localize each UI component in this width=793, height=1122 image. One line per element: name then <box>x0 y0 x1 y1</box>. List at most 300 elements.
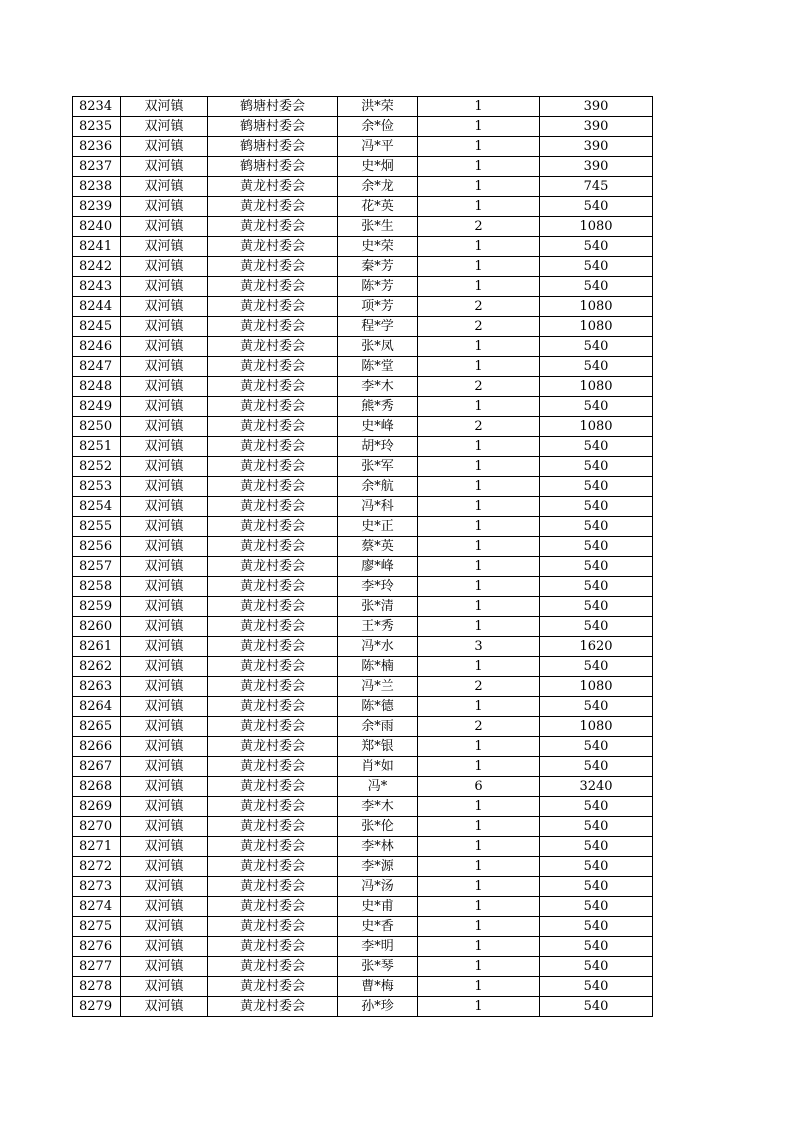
cell-person-name: 冯*汤 <box>338 877 418 897</box>
cell-person-name: 孙*珍 <box>338 997 418 1017</box>
cell-serial-number: 8249 <box>73 397 121 417</box>
cell-person-name: 余*龙 <box>338 177 418 197</box>
cell-town: 双河镇 <box>121 637 208 657</box>
cell-town: 双河镇 <box>121 437 208 457</box>
cell-person-name: 郑*银 <box>338 737 418 757</box>
cell-person-name: 张*清 <box>338 597 418 617</box>
cell-person-count: 1 <box>418 897 540 917</box>
cell-village-committee: 黄龙村委会 <box>208 937 338 957</box>
cell-person-count: 1 <box>418 977 540 997</box>
cell-town: 双河镇 <box>121 457 208 477</box>
cell-town: 双河镇 <box>121 937 208 957</box>
cell-person-name: 史*香 <box>338 917 418 937</box>
cell-amount: 540 <box>540 897 653 917</box>
cell-person-count: 1 <box>418 557 540 577</box>
cell-village-committee: 黄龙村委会 <box>208 297 338 317</box>
cell-town: 双河镇 <box>121 917 208 937</box>
cell-serial-number: 8236 <box>73 137 121 157</box>
cell-person-name: 李*玲 <box>338 577 418 597</box>
table-row <box>73 737 653 757</box>
cell-town: 双河镇 <box>121 597 208 617</box>
cell-serial-number: 8241 <box>73 237 121 257</box>
cell-person-count: 1 <box>418 97 540 117</box>
table-row <box>73 397 653 417</box>
cell-person-count: 1 <box>418 337 540 357</box>
cell-person-name: 陈*芳 <box>338 277 418 297</box>
cell-town: 双河镇 <box>121 217 208 237</box>
cell-amount: 540 <box>540 237 653 257</box>
cell-amount: 540 <box>540 537 653 557</box>
cell-person-count: 1 <box>418 197 540 217</box>
cell-person-name: 张*琴 <box>338 957 418 977</box>
table-row <box>73 317 653 337</box>
table-row <box>73 277 653 297</box>
cell-person-name: 余*雨 <box>338 717 418 737</box>
table-row <box>73 757 653 777</box>
cell-village-committee: 黄龙村委会 <box>208 437 338 457</box>
cell-town: 双河镇 <box>121 717 208 737</box>
cell-serial-number: 8243 <box>73 277 121 297</box>
cell-person-count: 1 <box>418 277 540 297</box>
table-row <box>73 577 653 597</box>
cell-village-committee: 黄龙村委会 <box>208 377 338 397</box>
cell-village-committee: 黄龙村委会 <box>208 657 338 677</box>
table-row <box>73 117 653 137</box>
cell-person-count: 1 <box>418 517 540 537</box>
cell-person-name: 冯*平 <box>338 137 418 157</box>
cell-amount: 745 <box>540 177 653 197</box>
cell-person-count: 1 <box>418 257 540 277</box>
cell-serial-number: 8275 <box>73 917 121 937</box>
cell-person-name: 廖*峰 <box>338 557 418 577</box>
cell-amount: 540 <box>540 357 653 377</box>
cell-village-committee: 黄龙村委会 <box>208 197 338 217</box>
cell-serial-number: 8242 <box>73 257 121 277</box>
cell-town: 双河镇 <box>121 777 208 797</box>
cell-amount: 390 <box>540 97 653 117</box>
cell-village-committee: 黄龙村委会 <box>208 517 338 537</box>
cell-person-count: 1 <box>418 617 540 637</box>
cell-amount: 540 <box>540 257 653 277</box>
cell-town: 双河镇 <box>121 857 208 877</box>
cell-person-name: 蔡*英 <box>338 537 418 557</box>
cell-person-name: 李*明 <box>338 937 418 957</box>
cell-person-name: 史*峰 <box>338 417 418 437</box>
cell-town: 双河镇 <box>121 957 208 977</box>
cell-serial-number: 8251 <box>73 437 121 457</box>
cell-town: 双河镇 <box>121 837 208 857</box>
cell-person-count: 2 <box>418 677 540 697</box>
cell-town: 双河镇 <box>121 517 208 537</box>
cell-person-name: 史*炯 <box>338 157 418 177</box>
cell-person-name: 程*学 <box>338 317 418 337</box>
table-row <box>73 997 653 1017</box>
cell-person-count: 3 <box>418 637 540 657</box>
cell-amount: 540 <box>540 597 653 617</box>
cell-village-committee: 黄龙村委会 <box>208 397 338 417</box>
cell-town: 双河镇 <box>121 277 208 297</box>
cell-village-committee: 黄龙村委会 <box>208 617 338 637</box>
table-row <box>73 877 653 897</box>
cell-person-count: 1 <box>418 477 540 497</box>
table-row <box>73 597 653 617</box>
table-row <box>73 937 653 957</box>
cell-serial-number: 8254 <box>73 497 121 517</box>
subsidy-table <box>72 96 653 1017</box>
cell-person-count: 2 <box>418 317 540 337</box>
cell-village-committee: 鹤塘村委会 <box>208 157 338 177</box>
table-row <box>73 517 653 537</box>
cell-town: 双河镇 <box>121 157 208 177</box>
table-row <box>73 677 653 697</box>
cell-amount: 1080 <box>540 297 653 317</box>
cell-serial-number: 8279 <box>73 997 121 1017</box>
cell-serial-number: 8235 <box>73 117 121 137</box>
cell-serial-number: 8263 <box>73 677 121 697</box>
cell-person-name: 熊*秀 <box>338 397 418 417</box>
cell-serial-number: 8253 <box>73 477 121 497</box>
cell-person-name: 王*秀 <box>338 617 418 637</box>
table-row <box>73 297 653 317</box>
cell-village-committee: 黄龙村委会 <box>208 417 338 437</box>
cell-person-count: 1 <box>418 237 540 257</box>
cell-village-committee: 黄龙村委会 <box>208 597 338 617</box>
cell-amount: 1080 <box>540 377 653 397</box>
cell-serial-number: 8274 <box>73 897 121 917</box>
table-row <box>73 557 653 577</box>
cell-amount: 540 <box>540 757 653 777</box>
cell-serial-number: 8238 <box>73 177 121 197</box>
table-row <box>73 357 653 377</box>
cell-village-committee: 黄龙村委会 <box>208 777 338 797</box>
cell-town: 双河镇 <box>121 817 208 837</box>
cell-town: 双河镇 <box>121 197 208 217</box>
cell-serial-number: 8262 <box>73 657 121 677</box>
cell-person-count: 2 <box>418 417 540 437</box>
cell-amount: 540 <box>540 577 653 597</box>
cell-town: 双河镇 <box>121 977 208 997</box>
cell-town: 双河镇 <box>121 97 208 117</box>
table-row <box>73 657 653 677</box>
cell-village-committee: 黄龙村委会 <box>208 917 338 937</box>
cell-person-count: 6 <box>418 777 540 797</box>
cell-village-committee: 黄龙村委会 <box>208 877 338 897</box>
table-row <box>73 977 653 997</box>
cell-person-count: 1 <box>418 357 540 377</box>
cell-amount: 1080 <box>540 677 653 697</box>
cell-person-count: 1 <box>418 957 540 977</box>
cell-person-name: 冯*兰 <box>338 677 418 697</box>
cell-village-committee: 黄龙村委会 <box>208 277 338 297</box>
cell-person-count: 1 <box>418 117 540 137</box>
cell-amount: 540 <box>540 697 653 717</box>
table-row <box>73 417 653 437</box>
cell-serial-number: 8250 <box>73 417 121 437</box>
cell-village-committee: 黄龙村委会 <box>208 477 338 497</box>
cell-amount: 390 <box>540 137 653 157</box>
cell-serial-number: 8268 <box>73 777 121 797</box>
cell-village-committee: 黄龙村委会 <box>208 557 338 577</box>
cell-amount: 1080 <box>540 717 653 737</box>
cell-village-committee: 黄龙村委会 <box>208 717 338 737</box>
table-row <box>73 237 653 257</box>
cell-village-committee: 黄龙村委会 <box>208 977 338 997</box>
cell-person-count: 1 <box>418 397 540 417</box>
cell-serial-number: 8270 <box>73 817 121 837</box>
cell-person-name: 陈*堂 <box>338 357 418 377</box>
cell-serial-number: 8255 <box>73 517 121 537</box>
cell-person-name: 项*芳 <box>338 297 418 317</box>
cell-town: 双河镇 <box>121 797 208 817</box>
cell-town: 双河镇 <box>121 297 208 317</box>
cell-town: 双河镇 <box>121 497 208 517</box>
cell-amount: 540 <box>540 837 653 857</box>
cell-person-count: 1 <box>418 797 540 817</box>
cell-person-count: 1 <box>418 457 540 477</box>
cell-person-count: 1 <box>418 817 540 837</box>
cell-person-name: 花*英 <box>338 197 418 217</box>
cell-village-committee: 黄龙村委会 <box>208 757 338 777</box>
cell-amount: 540 <box>540 797 653 817</box>
cell-serial-number: 8273 <box>73 877 121 897</box>
cell-person-count: 1 <box>418 437 540 457</box>
cell-village-committee: 黄龙村委会 <box>208 837 338 857</box>
cell-serial-number: 8269 <box>73 797 121 817</box>
cell-town: 双河镇 <box>121 237 208 257</box>
cell-town: 双河镇 <box>121 697 208 717</box>
cell-person-name: 李*源 <box>338 857 418 877</box>
cell-serial-number: 8260 <box>73 617 121 637</box>
table-row <box>73 837 653 857</box>
cell-village-committee: 黄龙村委会 <box>208 237 338 257</box>
cell-person-count: 1 <box>418 597 540 617</box>
cell-town: 双河镇 <box>121 137 208 157</box>
cell-person-count: 1 <box>418 137 540 157</box>
cell-town: 双河镇 <box>121 397 208 417</box>
cell-person-name: 史*荣 <box>338 237 418 257</box>
cell-amount: 1620 <box>540 637 653 657</box>
cell-serial-number: 8278 <box>73 977 121 997</box>
cell-amount: 1080 <box>540 317 653 337</box>
cell-person-name: 张*军 <box>338 457 418 477</box>
table-row <box>73 917 653 937</box>
table-row <box>73 97 653 117</box>
table-row <box>73 537 653 557</box>
cell-serial-number: 8245 <box>73 317 121 337</box>
table-row <box>73 137 653 157</box>
cell-amount: 540 <box>540 477 653 497</box>
cell-person-count: 1 <box>418 697 540 717</box>
cell-person-name: 陈*德 <box>338 697 418 717</box>
table-row <box>73 477 653 497</box>
cell-serial-number: 8272 <box>73 857 121 877</box>
cell-person-name: 李*林 <box>338 837 418 857</box>
cell-amount: 390 <box>540 157 653 177</box>
cell-town: 双河镇 <box>121 357 208 377</box>
cell-town: 双河镇 <box>121 337 208 357</box>
cell-person-count: 2 <box>418 377 540 397</box>
cell-serial-number: 8257 <box>73 557 121 577</box>
cell-village-committee: 黄龙村委会 <box>208 457 338 477</box>
cell-person-name: 李*木 <box>338 377 418 397</box>
cell-serial-number: 8267 <box>73 757 121 777</box>
cell-person-count: 1 <box>418 657 540 677</box>
cell-serial-number: 8256 <box>73 537 121 557</box>
cell-amount: 540 <box>540 977 653 997</box>
table-row <box>73 637 653 657</box>
cell-town: 双河镇 <box>121 997 208 1017</box>
table-row <box>73 617 653 637</box>
cell-village-committee: 黄龙村委会 <box>208 257 338 277</box>
cell-person-count: 1 <box>418 577 540 597</box>
table-row <box>73 177 653 197</box>
cell-town: 双河镇 <box>121 257 208 277</box>
cell-village-committee: 黄龙村委会 <box>208 897 338 917</box>
cell-amount: 540 <box>540 997 653 1017</box>
cell-person-count: 1 <box>418 857 540 877</box>
cell-amount: 540 <box>540 197 653 217</box>
cell-serial-number: 8248 <box>73 377 121 397</box>
cell-serial-number: 8277 <box>73 957 121 977</box>
cell-village-committee: 黄龙村委会 <box>208 497 338 517</box>
cell-person-name: 肖*如 <box>338 757 418 777</box>
cell-amount: 390 <box>540 117 653 137</box>
cell-person-count: 1 <box>418 157 540 177</box>
cell-amount: 540 <box>540 517 653 537</box>
cell-town: 双河镇 <box>121 677 208 697</box>
cell-amount: 540 <box>540 857 653 877</box>
cell-town: 双河镇 <box>121 657 208 677</box>
table-row <box>73 697 653 717</box>
cell-town: 双河镇 <box>121 757 208 777</box>
cell-person-count: 1 <box>418 497 540 517</box>
cell-amount: 540 <box>540 657 653 677</box>
cell-person-name: 张*伦 <box>338 817 418 837</box>
cell-person-name: 胡*玲 <box>338 437 418 457</box>
cell-amount: 540 <box>540 337 653 357</box>
cell-amount: 540 <box>540 817 653 837</box>
table-row <box>73 817 653 837</box>
cell-serial-number: 8266 <box>73 737 121 757</box>
cell-person-name: 余*航 <box>338 477 418 497</box>
cell-serial-number: 8244 <box>73 297 121 317</box>
cell-amount: 540 <box>540 737 653 757</box>
cell-person-name: 李*木 <box>338 797 418 817</box>
table-body <box>73 97 653 1017</box>
cell-person-count: 1 <box>418 937 540 957</box>
cell-amount: 3240 <box>540 777 653 797</box>
cell-person-name: 余*俭 <box>338 117 418 137</box>
cell-town: 双河镇 <box>121 737 208 757</box>
cell-village-committee: 黄龙村委会 <box>208 337 338 357</box>
cell-amount: 1080 <box>540 217 653 237</box>
table-row <box>73 337 653 357</box>
cell-person-count: 2 <box>418 297 540 317</box>
cell-serial-number: 8265 <box>73 717 121 737</box>
cell-person-name: 冯*科 <box>338 497 418 517</box>
cell-village-committee: 黄龙村委会 <box>208 317 338 337</box>
cell-village-committee: 黄龙村委会 <box>208 217 338 237</box>
cell-amount: 540 <box>540 917 653 937</box>
cell-serial-number: 8264 <box>73 697 121 717</box>
table-row <box>73 457 653 477</box>
table-row <box>73 257 653 277</box>
cell-amount: 540 <box>540 397 653 417</box>
cell-town: 双河镇 <box>121 537 208 557</box>
cell-serial-number: 8271 <box>73 837 121 857</box>
table-row <box>73 437 653 457</box>
cell-town: 双河镇 <box>121 317 208 337</box>
cell-village-committee: 黄龙村委会 <box>208 797 338 817</box>
cell-village-committee: 黄龙村委会 <box>208 997 338 1017</box>
cell-town: 双河镇 <box>121 897 208 917</box>
cell-person-count: 1 <box>418 837 540 857</box>
cell-amount: 540 <box>540 957 653 977</box>
cell-person-name: 冯*水 <box>338 637 418 657</box>
cell-town: 双河镇 <box>121 117 208 137</box>
cell-person-name: 冯* <box>338 777 418 797</box>
table-row <box>73 797 653 817</box>
cell-person-name: 张*生 <box>338 217 418 237</box>
cell-village-committee: 鹤塘村委会 <box>208 137 338 157</box>
table-row <box>73 777 653 797</box>
cell-village-committee: 黄龙村委会 <box>208 177 338 197</box>
table-row <box>73 717 653 737</box>
cell-person-count: 1 <box>418 917 540 937</box>
cell-village-committee: 黄龙村委会 <box>208 577 338 597</box>
table-row <box>73 197 653 217</box>
cell-person-name: 洪*荣 <box>338 97 418 117</box>
cell-amount: 540 <box>540 937 653 957</box>
table-row <box>73 377 653 397</box>
cell-person-name: 张*凤 <box>338 337 418 357</box>
cell-serial-number: 8259 <box>73 597 121 617</box>
cell-amount: 540 <box>540 617 653 637</box>
cell-village-committee: 黄龙村委会 <box>208 957 338 977</box>
cell-amount: 540 <box>540 497 653 517</box>
cell-serial-number: 8237 <box>73 157 121 177</box>
cell-person-count: 1 <box>418 877 540 897</box>
cell-serial-number: 8239 <box>73 197 121 217</box>
cell-town: 双河镇 <box>121 417 208 437</box>
table-row <box>73 897 653 917</box>
cell-village-committee: 鹤塘村委会 <box>208 97 338 117</box>
cell-amount: 540 <box>540 557 653 577</box>
cell-serial-number: 8276 <box>73 937 121 957</box>
cell-village-committee: 黄龙村委会 <box>208 857 338 877</box>
cell-village-committee: 黄龙村委会 <box>208 697 338 717</box>
cell-town: 双河镇 <box>121 617 208 637</box>
cell-person-name: 曹*梅 <box>338 977 418 997</box>
cell-person-count: 1 <box>418 537 540 557</box>
table-row <box>73 157 653 177</box>
cell-serial-number: 8261 <box>73 637 121 657</box>
table-row <box>73 857 653 877</box>
cell-serial-number: 8246 <box>73 337 121 357</box>
cell-town: 双河镇 <box>121 477 208 497</box>
cell-town: 双河镇 <box>121 557 208 577</box>
cell-amount: 540 <box>540 457 653 477</box>
cell-serial-number: 8252 <box>73 457 121 477</box>
cell-person-name: 史*甫 <box>338 897 418 917</box>
cell-serial-number: 8247 <box>73 357 121 377</box>
cell-village-committee: 黄龙村委会 <box>208 637 338 657</box>
table-row <box>73 217 653 237</box>
cell-village-committee: 黄龙村委会 <box>208 357 338 377</box>
cell-amount: 1080 <box>540 417 653 437</box>
cell-person-count: 1 <box>418 737 540 757</box>
cell-serial-number: 8234 <box>73 97 121 117</box>
